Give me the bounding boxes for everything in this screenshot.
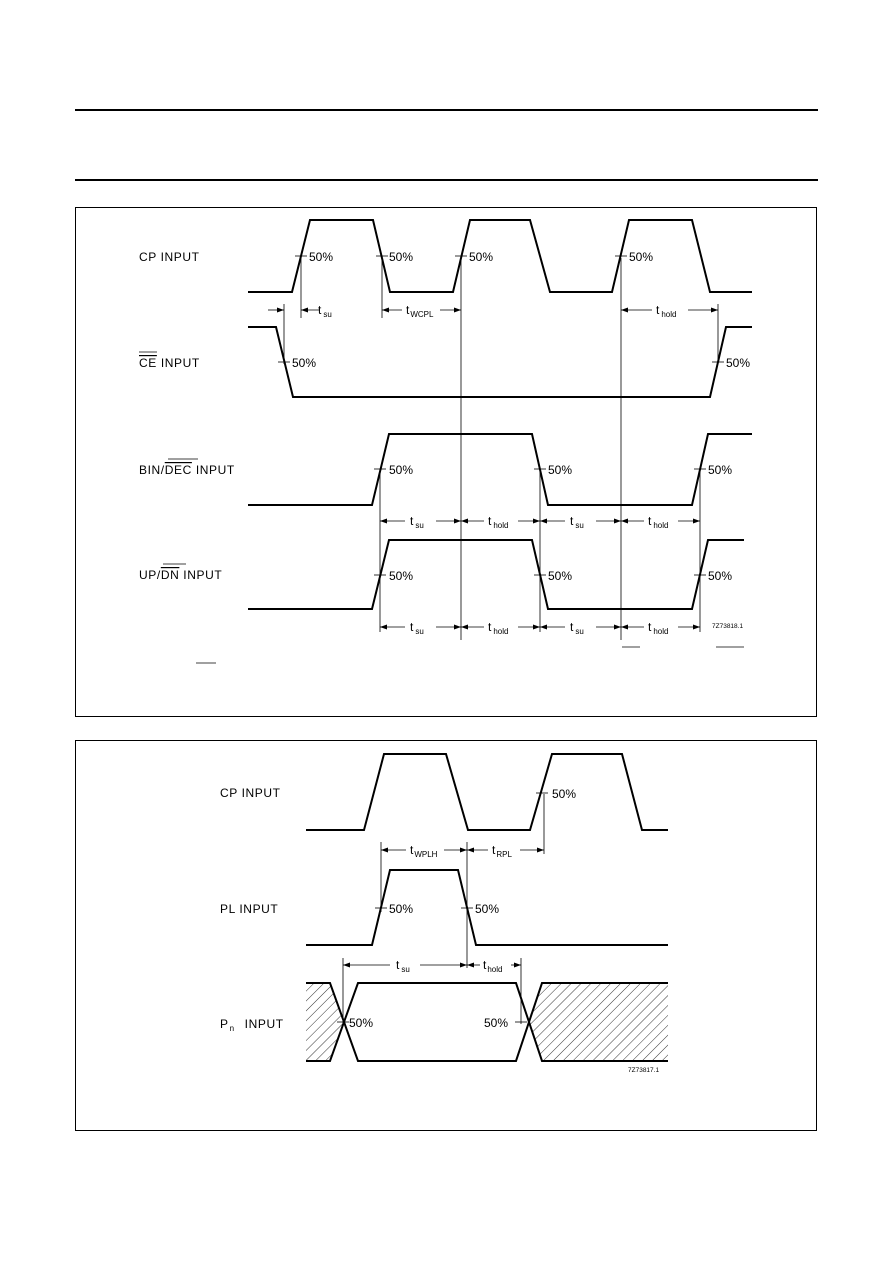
cp-input-label: CP INPUT xyxy=(139,250,200,264)
figure2 xyxy=(220,754,668,1074)
ce-waveform xyxy=(248,327,752,397)
ce-tsu-label: t $_{su}$ xyxy=(318,303,332,319)
cp-50pct-3: 50% xyxy=(469,250,494,264)
bin-thold-1: t $_{hold}$ xyxy=(488,514,509,530)
up-thold-1: t $_{hold}$ xyxy=(488,620,509,636)
figure1 xyxy=(139,220,752,663)
ce-50pct-2: 50% xyxy=(726,356,751,370)
up-tsu-1: t $_{su}$ xyxy=(410,620,424,636)
cp-input-label-2: CP INPUT xyxy=(220,786,281,800)
bin-50pct-3: 50% xyxy=(708,463,733,477)
pn-tsu-label: t $_{su}$ xyxy=(396,958,410,974)
fig1-reference-lines xyxy=(284,258,718,640)
up-thold-2: t $_{hold}$ xyxy=(648,620,669,636)
fig2-reference-lines xyxy=(343,794,544,1024)
pn-thold-label: $t_{hold}$ xyxy=(483,958,503,974)
bin-50pct-2: 50% xyxy=(548,463,573,477)
ce-input-label: CE INPUT xyxy=(139,356,200,370)
pn-input-label: $P_n$ INPUT xyxy=(220,1017,284,1033)
fig2-pn-50pct-1: 50% xyxy=(349,1016,374,1030)
ce-50pct-1: 50% xyxy=(292,356,317,370)
up-dn-waveform xyxy=(248,540,744,609)
up-50pct-3: 50% xyxy=(708,569,733,583)
bin-tsu-1: t $_{su}$ xyxy=(410,514,424,530)
cp-50pct-4: 50% xyxy=(629,250,654,264)
bin-tsu-2: t $_{su}$ xyxy=(570,514,584,530)
wplh-label: $t_{WPLH}$ xyxy=(410,843,438,859)
ce-thold-label: t $_{hold}$ xyxy=(656,303,677,319)
fig2-code: 7Z73817.1 xyxy=(628,1067,660,1074)
bin-dec-waveform xyxy=(248,434,752,505)
up-50pct-2: 50% xyxy=(548,569,573,583)
cp-50pct-2: 50% xyxy=(389,250,414,264)
bin-50pct-1: 50% xyxy=(389,463,414,477)
fig1-code: 7Z73818.1 xyxy=(712,623,744,630)
wcpl-label: $t_{WCPL}$ xyxy=(406,303,434,319)
fig2-pn-50pct-2: 50% xyxy=(484,1016,509,1030)
cp-50pct-1: 50% xyxy=(309,250,334,264)
up-tsu-2: t $_{su}$ xyxy=(570,620,584,636)
fig2-pl-50pct-2: 50% xyxy=(475,902,500,916)
rpl-label: $t_{RPL}$ xyxy=(492,843,512,859)
fig2-cp-50pct: 50% xyxy=(552,787,577,801)
up-50pct-1: 50% xyxy=(389,569,414,583)
fig2-pl-50pct-1: 50% xyxy=(389,902,414,916)
bin-thold-2: t $_{hold}$ xyxy=(648,514,669,530)
up-dn-input-label: UP/DN INPUT xyxy=(139,568,223,582)
pn-hatch-right xyxy=(528,983,668,1061)
fig2-50pct-ticks xyxy=(337,793,548,1022)
pl-input-label: PL INPUT xyxy=(220,902,279,916)
cp-waveform-2 xyxy=(306,754,668,830)
bin-dec-input-label: BIN/DEC INPUT xyxy=(139,463,235,477)
